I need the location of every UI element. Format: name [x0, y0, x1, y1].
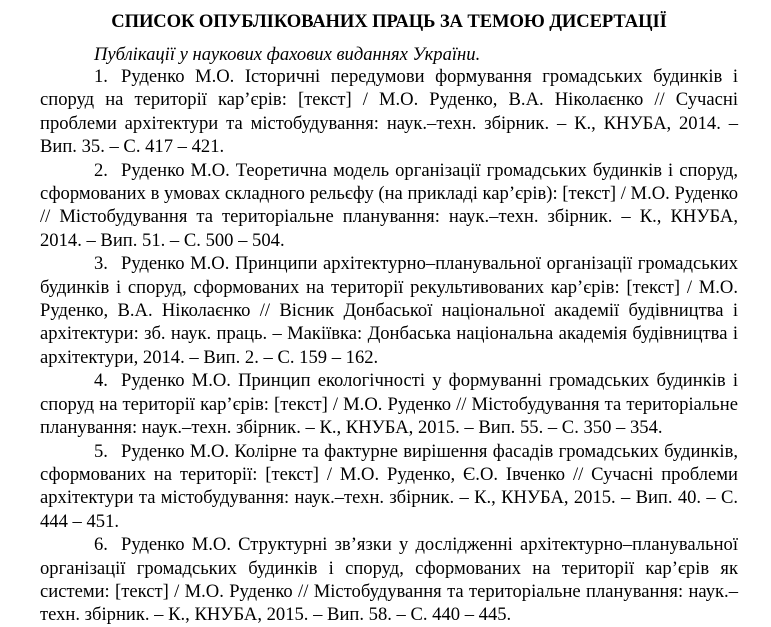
entry-text: Руденко М.О. Структурні зв’язки у дослідженні архітектурно–планувальної організації громадських будинків і споруд, сформованих на території кар’єрів як системи: [текст] / М.О. Руденко // Містобудування та територіальне планування: наук.–техн. збірник. – К., КНУБА, 2015. – Вип. 58. – С. 440 – 445. [40, 534, 738, 626]
publication-entry-3 [40, 252, 738, 369]
publication-entry-1 [40, 65, 738, 159]
entry-number: 5. [94, 440, 108, 462]
entry-text: Руденко М.О. Колірне та фактурне вирішення фасадів громадських будинків, сформованих на території: [текст] / М.О. Руденко, Є.О. Івченко // Сучасні проблеми архітектури та містобудування: наук.–техн. збірник. – К., КНУБА, 2015. – Вип. 40. – С. 444 – 451. [40, 440, 738, 532]
entry-text: Руденко М.О. Принципи архітектурно–планувальної організації громадських будинків і споруд, сформованих на території рекультивованих кар’єрів: [текст] / М.О. Руденко, В.А. Ніколаєнко // Вісник Донбаської національної академії будівництва і архітектури: зб. наук. праць. – Макіївка: Донбаська національна академія будівництва і архітектури, 2014. – Вип. 2. – С. 159 – 162. [40, 253, 738, 368]
entry-number: 2. [94, 159, 108, 181]
entry-number: 6. [94, 534, 108, 556]
entry-number: 1. [94, 66, 108, 87]
document-title: СПИСОК ОПУБЛІКОВАНИХ ПРАЦЬ ЗА ТЕМОЮ ДИСЕРТАЦІЇ [111, 11, 667, 32]
section-subtitle: Публікації у наукових фахових виданнях України. [94, 44, 481, 65]
publication-entry-4 [40, 369, 738, 439]
entry-text: Руденко М.О. Принцип екологічності у формуванні громадських будинків і споруд на території кар’єрів: [текст] / М.О. Руденко // Містобудування та територіальне планування: наук.–техн. збірник. – К., КНУБА, 2015. – Вип. 55. – С. 350 – 354. [40, 370, 738, 439]
publication-entry-5 [40, 440, 738, 534]
document-page [40, 10, 738, 627]
publication-entry-2 [40, 159, 738, 253]
entry-number: 3. [94, 253, 108, 275]
entry-number: 4. [94, 370, 108, 392]
entry-text: Руденко М.О. Історичні передумови формування громадських будинків і споруд на території кар’єрів: [текст] / М.О. Руденко, В.А. Ніколаєнко // Сучасні проблеми архітектури та містобудування: наук.–техн. збірник. – К., КНУБА, 2014. – Вип. 35. – С. 417 – 421. [40, 66, 738, 158]
entry-text: Руденко М.О. Теоретична модель організації громадських будинків і споруд, сформованих в умовах складного рельєфу (на прикладі кар’єрів): [текст] / М.О. Руденко // Містобудування та територіальне планування: наук.–техн. збірник. – К., КНУБА, 2014. – Вип. 51. – С. 500 – 504. [40, 159, 738, 251]
publication-entry-6 [40, 533, 738, 627]
